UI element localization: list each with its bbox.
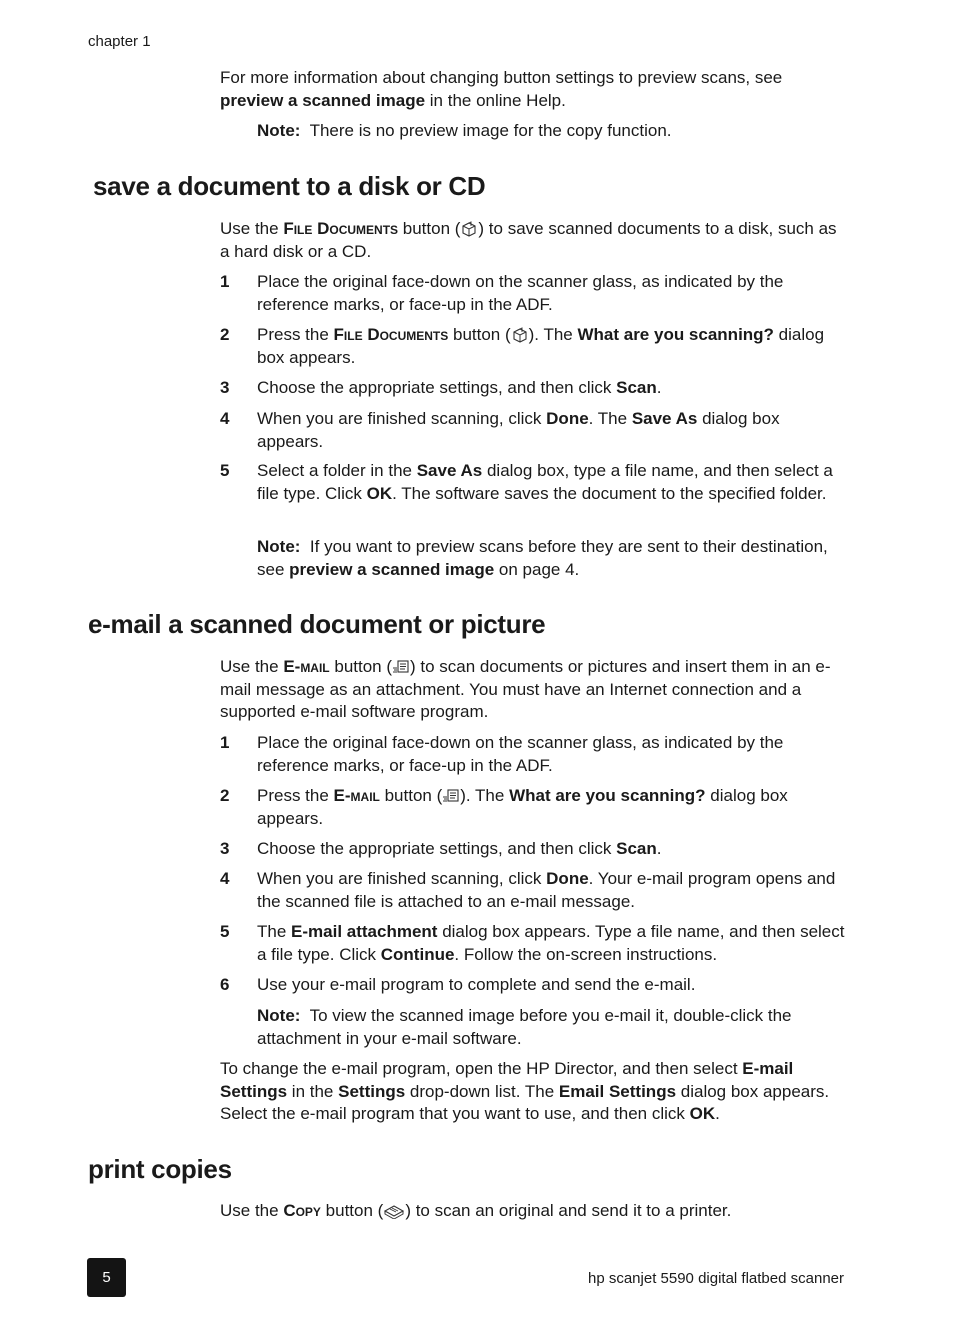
sec2-step-1: Place the original face-down on the scanner glass, as indicated by the reference marks, or face-up in the ADF. [257,733,784,775]
help-topic-link: preview a scanned image [220,90,426,110]
sec2-step-5-num: 5 [220,922,230,941]
intro-note [257,120,847,143]
done-label: Done [546,869,589,888]
sec2-step-3-num: 3 [220,839,230,858]
sec1-note [257,536,847,581]
sec2-step-5 [257,921,847,966]
note-label: Note: [257,121,301,140]
copy-button-name: Copy [283,1201,321,1220]
dialog-name: What are you scanning? [577,325,774,344]
text: dialog box appears. [257,325,825,367]
file-documents-icon [511,327,529,343]
text: button ( [379,786,443,805]
sec1-step-5-num: 5 [220,461,230,480]
text: in the [287,1081,339,1101]
email-icon [392,659,410,675]
section-heading-save-document: save a document to a disk or CD [93,171,486,201]
save-as-label: Save As [416,461,483,480]
sec2-step-4 [257,868,847,913]
page-number: 5 [87,1258,126,1297]
sec2-step-6-num: 6 [220,975,230,994]
chapter-label: chapter 1 [88,33,151,50]
email-button-name: E-mail [283,657,330,676]
text: ). The [528,325,578,344]
sec2-step-4-num: 4 [220,869,230,888]
email-icon [442,788,460,804]
sec1-step-1: Place the original face-down on the scanner glass, as indicated by the reference marks, or face-up in the ADF. [257,272,784,314]
save-as-label: Save As [631,409,698,428]
text: To change the e-mail program, open the HP Director, and then select [220,1059,743,1078]
scan-label: Scan [616,839,657,858]
text: When you are finished scanning, click [257,869,547,888]
scan-label: Scan [616,378,657,397]
text: . Your e-mail program opens and the scanned file is attached to an e-mail message. [257,869,836,911]
text: . [656,839,662,858]
text: in the online Help. [425,90,566,110]
sec2-intro [220,656,845,724]
intro-paragraph [220,67,845,112]
note-label: Note: [257,537,301,556]
dialog-name: What are you scanning? [509,786,706,805]
text: . Follow the on-screen instructions. [454,944,718,964]
text: Use the [220,1201,284,1220]
sec1-step-5 [257,460,847,505]
text: drop-down list. The [405,1081,559,1101]
sec2-outro [220,1058,845,1126]
text: Choose the appropriate settings, and then click [257,378,617,397]
text: . The [588,409,632,428]
dialog-name: Email Settings [558,1081,677,1101]
text: Press the [257,786,334,805]
text: The [257,922,292,941]
text: . The software saves the document to the specified folder. [392,483,827,503]
sec1-step-3 [257,377,847,400]
text: For more information about changing button settings to preview scans, see [220,68,783,87]
ok-label: OK [689,1104,716,1123]
file-documents-button-name: File Documents [283,219,399,238]
sec1-step-4 [257,408,847,453]
email-settings-label: E-mail Settings [220,1059,794,1101]
sec2-step-6: Use your e-mail program to complete and send the e-mail. [257,975,696,994]
file-documents-icon [460,221,478,237]
footer-product-name: hp scanjet 5590 digital flatbed scanner [587,1270,844,1287]
sec3-intro [220,1200,845,1223]
text: dialog box appears. [257,786,788,828]
note-text: If you want to preview scans before they are sent to their destination, see [257,537,828,579]
copy-icon [383,1203,405,1219]
sec1-intro [220,218,845,263]
email-button-name: E-mail [333,786,380,805]
text: When you are finished scanning, click [257,409,547,428]
dialog-name: E-mail attachment [291,922,438,941]
text: Use the [220,657,284,676]
sec2-step-1-num: 1 [220,733,230,752]
text: Use the [220,219,284,238]
text: button ( [448,325,511,344]
sec2-note [257,1005,847,1050]
text: . [715,1104,720,1123]
note-text: There is no preview image for the copy function. [309,121,672,140]
sec1-step-2-num: 2 [220,325,230,344]
done-label: Done [546,409,589,428]
sec1-step-1-num: 1 [220,272,230,291]
ok-label: OK [366,483,393,503]
text: button ( [320,1201,384,1220]
text: Choose the appropriate settings, and then click [257,839,617,858]
text: . [656,378,662,397]
continue-label: Continue [380,944,455,964]
text: ) to save scanned documents to a disk, such as a hard disk or a CD. [220,219,837,261]
text: dialog box appears. [257,409,780,451]
text: Select a folder in the [257,461,417,480]
sec1-step-2 [257,324,847,369]
note-label: Note: [257,1006,301,1025]
sec1-step-4-num: 4 [220,409,230,428]
text: ) to scan an original and send it to a printer. [405,1201,732,1220]
text: ) to scan documents or pictures and insert them in an e-mail message as an attachment. You must have an Internet connection and a supported e-mail software program. [220,657,831,721]
section-heading-email: e-mail a scanned document or picture [88,609,546,639]
text: dialog box appears. Select the e-mail program that you want to use, and then click [220,1081,830,1123]
sec1-step-3-num: 3 [220,378,230,397]
text: Press the [257,325,334,344]
text: dialog box appears. Type a file name, and then select a file type. Click [257,922,845,964]
settings-label: Settings [338,1081,406,1101]
help-topic-link: preview a scanned image [289,559,495,579]
section-heading-print-copies: print copies [88,1154,232,1184]
sec2-step-2-num: 2 [220,786,230,805]
note-text: on page 4. [494,559,580,579]
file-documents-button-name: File Documents [333,325,449,344]
text: dialog box, type a file name, and then select a file type. Click [257,461,833,503]
sec2-step-2 [257,785,847,830]
text: button ( [329,657,393,676]
sec2-step-3 [257,838,847,861]
text: button ( [398,219,461,238]
note-text: To view the scanned image before you e-mail it, double-click the attachment in your e-mail software. [257,1006,792,1048]
text: ). The [460,786,510,805]
